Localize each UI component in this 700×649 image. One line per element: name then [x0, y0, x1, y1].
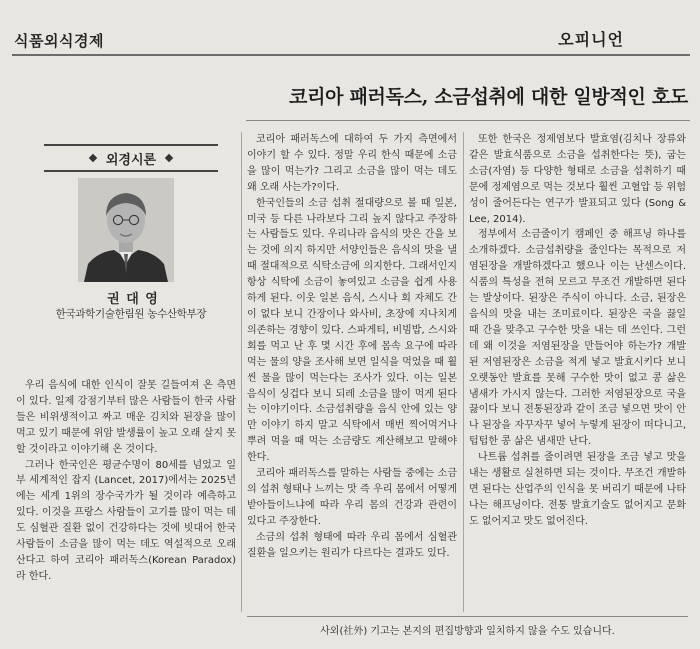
paragraph: 우리 음식에 대한 인식이 잘못 길들여져 온 측면이 있다. 일제 강점기부터 많은 사람들이 한국 사람들은 비위생적이고 짜고 매운 김치와 된장을 많이 먹고 있기 때문에 위암 발생률이 높고 오래 살지 못할 것이라고 이야기해 온 것이다. [16, 380, 236, 455]
headline-rule [246, 120, 690, 121]
author-photo [78, 178, 174, 282]
paragraph: 코리아 패러독스에 대하여 두 가지 측면에서 이야기 할 수 있다. 정말 우리 한식 때문에 소금을 많이 먹는가? 그리고 소금을 많이 먹는 데도 왜 오래 사는가?이다. [247, 134, 457, 193]
section-name: 식품외식경제 [14, 32, 104, 50]
paragraph: 소금의 섭취 형태에 따라 우리 몸에서 심혈관 질환을 일으키는 원리가 다르다는 결과도 있다. [247, 531, 457, 559]
section-category: 오피니언 [558, 30, 624, 49]
diamond-bullet-icon [165, 154, 173, 162]
column-divider [463, 132, 464, 612]
author-title: 한국과학기술한림원 농수산학부장 [55, 308, 207, 320]
column-divider [241, 132, 242, 612]
article-column-3 [469, 132, 686, 530]
paragraph: 정부에서 소금줄이기 캠페인 중 해프닝 하나를 소개하겠다. 소금섭취량을 줄인다는 목적으로 저염된장을 개발하겠다고 했으나 이는 난센스이다. 식품의 특성을 전혀 모르고 무조건 개발하면 된다는 발상이다. 된장은 주식이 아니다. 소금, 된장은 음식의 맛을 내는 조미료이다. 된장은 국을 끓일 때 간을 맞추고 구수한 맛을 내는 데 쓰인다. 그런데 왜 이것을 저염된장을 만들어야 하는가? 개발된 저염된장은 소금을 적게 넣고 발효시키다 보니 오랫동안 발효를 못해 구수한 맛이 없고 콩 삶은 냄새가 가시지 않는다. 그러한 저염된장으로 국을 끓이다 보니 전통된장과 같이 조금 넣으면 맛이 안나 된장을 자꾸자꾸 넣어 누렇게 된장이 떠다니고, 텁텁한 콩 삶은 냄새만 난다. [469, 229, 686, 448]
paragraph: 한국인들의 소금 섭취 절대량으로 볼 때 일본, 미국 등 다른 나라보다 그리 높지 않다고 주장하는 사람들도 있다. 우리나라 음식의 맛은 간을 보는 것에 의지 하지만 서양인들은 음식의 맛을 낼 때 절대적으로 식탁소금에 의지한다. 그래서인지 항상 식탁에 소금이 놓여있고 소금을 쉽게 사용하게 된다. 이웃 일본 음식, 스시나 회 자체도 간이 없다 보니 간장이나 와사비, 초장에 지나치게 의존하는 경향이 있다. 스파게티, 비빔밥, 스시와 회를 먹고 난 후 몇 시간 후에 몸속 요구에 따라 먹는 물의 양을 조사해 보면 일식을 먹었을 때 훨씬 물을 많이 먹는다는 조사가 있다. 이는 일본 음식이 싱겁다 보니 되레 소금을 많이 먹게 된다는 이야기이다. 소금섭취량을 음식 안에 있는 양만 이야기 하지 말고 식탁에서 매번 찍어먹거나 뿌려 먹을 때 먹는 소금량도 계산해보고 말해야 한다. [247, 197, 457, 464]
article-headline: 코리아 패러독스, 소금섭취에 대한 일방적인 호도 [289, 86, 688, 108]
column-label: 외경시론 [105, 152, 157, 168]
disclaimer-note: 사외(社外) 기고는 본지의 편집방향과 일치하지 않을 수도 있습니다. [320, 626, 615, 637]
header-rule [12, 54, 690, 56]
author-name: 권 대 영 [107, 292, 159, 307]
article-column-1 [16, 378, 236, 585]
paragraph: 또한 한국은 정제염보다 발효염(김치나 장류와 같은 발효식품으로 소금을 섭취한다는 뜻), 굽는 소금(자염) 등 다양한 형태로 소금을 섭취하기 때문에 정제염으로 먹는 것보다 훨씬 고혈압 등 위험성이 줄어든다는 연구가 발표되고 있다 (Song & Lee, 2014). [469, 134, 686, 225]
disclaimer-rule [247, 616, 688, 617]
paragraph: 나트륨 섭취를 줄이려면 된장을 조금 넣고 맛을 내는 생활로 실천하면 되는 것이다. 무조건 개발하면 된다는 산업주의 인식을 못 버리기 때문에 나타나는 해프닝이다. 전통 발효기술도 없어지고 문화도 없어지고 맛도 없어진다. [469, 452, 686, 527]
diamond-bullet-icon [89, 154, 97, 162]
author-portrait-icon [78, 178, 174, 282]
column-label-box [44, 144, 218, 172]
paragraph: 코리아 패러독스를 말하는 사람들 중에는 소금의 섭취 형태나 느끼는 맛 즉 우리 몸에서 어떻게 받아들이느냐에 따라 우리 몸의 건강과 관련이 있다고 주장한다. [247, 468, 457, 527]
article-column-2 [247, 132, 457, 561]
paragraph: 그러나 한국인은 평균수명이 80세를 넘었고 일부 세계적인 잡지 (Lancet, 2017)에서는 2025년에는 세계 1위의 장수국가가 될 것이라 예측하고 있다. 이것을 프랑스 사람들이 고기를 많이 먹는 데도 심혈관 질환 없이 건강하다는 것에 빗대어 한국사람들이 소금을 많이 먹는 데도 역설적으로 오래 산다고 하여 코리아 패러독스(Korean Paradox)라 한다. [16, 459, 236, 582]
